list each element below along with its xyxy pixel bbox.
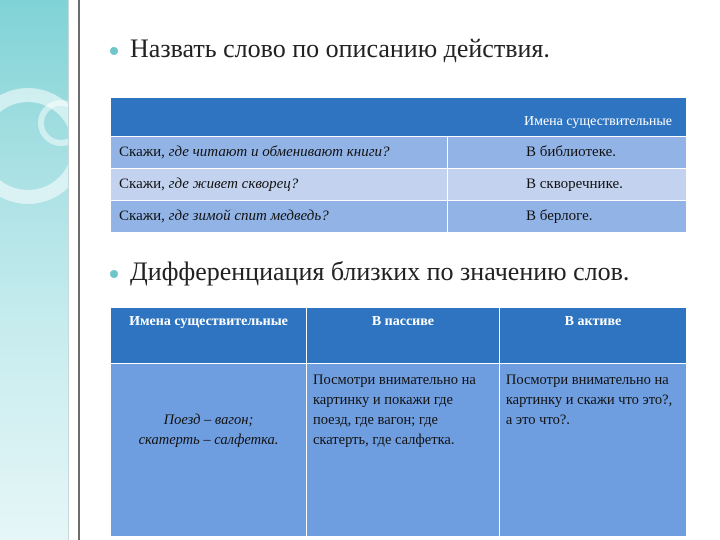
table-row — [111, 201, 687, 233]
word-pairs-cell: Поезд – вагон; скатерть – салфетка. — [111, 364, 307, 537]
vertical-divider — [78, 0, 80, 540]
header-passive: В пассиве — [306, 308, 499, 364]
answer-cell: В скворечнике. — [448, 169, 687, 201]
answer-cell: В библиотеке. — [448, 137, 687, 169]
bullet-dot-icon — [110, 270, 118, 278]
header-active: В активе — [499, 308, 686, 364]
bullet-dot-icon — [110, 47, 118, 55]
bullet-text: Назвать слово по описанию действия. — [130, 34, 550, 63]
active-cell: Посмотри внимательно на картинку и скажи что это?, а это что?. — [499, 364, 686, 537]
bullet-text: Дифференциация близких по значению слов. — [130, 257, 630, 286]
table-row — [111, 169, 687, 201]
bullet-item-2 — [110, 257, 629, 287]
differentiation-table — [110, 307, 687, 537]
nouns-table-header: Имена существительные — [111, 98, 687, 137]
question-cell: Скажи, где живет скворец? — [111, 169, 448, 201]
table-row — [111, 137, 687, 169]
header-nouns: Имена существительные — [111, 308, 307, 364]
decorative-sidebar — [0, 0, 68, 540]
sidebar-edge — [68, 0, 69, 540]
question-cell: Скажи, где зимой спит медведь? — [111, 201, 448, 233]
bullet-item-1 — [110, 34, 550, 64]
question-cell: Скажи, где читают и обменивают книги? — [111, 137, 448, 169]
passive-cell: Посмотри внимательно на картинку и покажи где поезд, где вагон; где скатерть, где салфетка. — [306, 364, 499, 537]
table-row — [111, 364, 687, 537]
nouns-table — [110, 97, 687, 233]
answer-cell: В берлоге. — [448, 201, 687, 233]
